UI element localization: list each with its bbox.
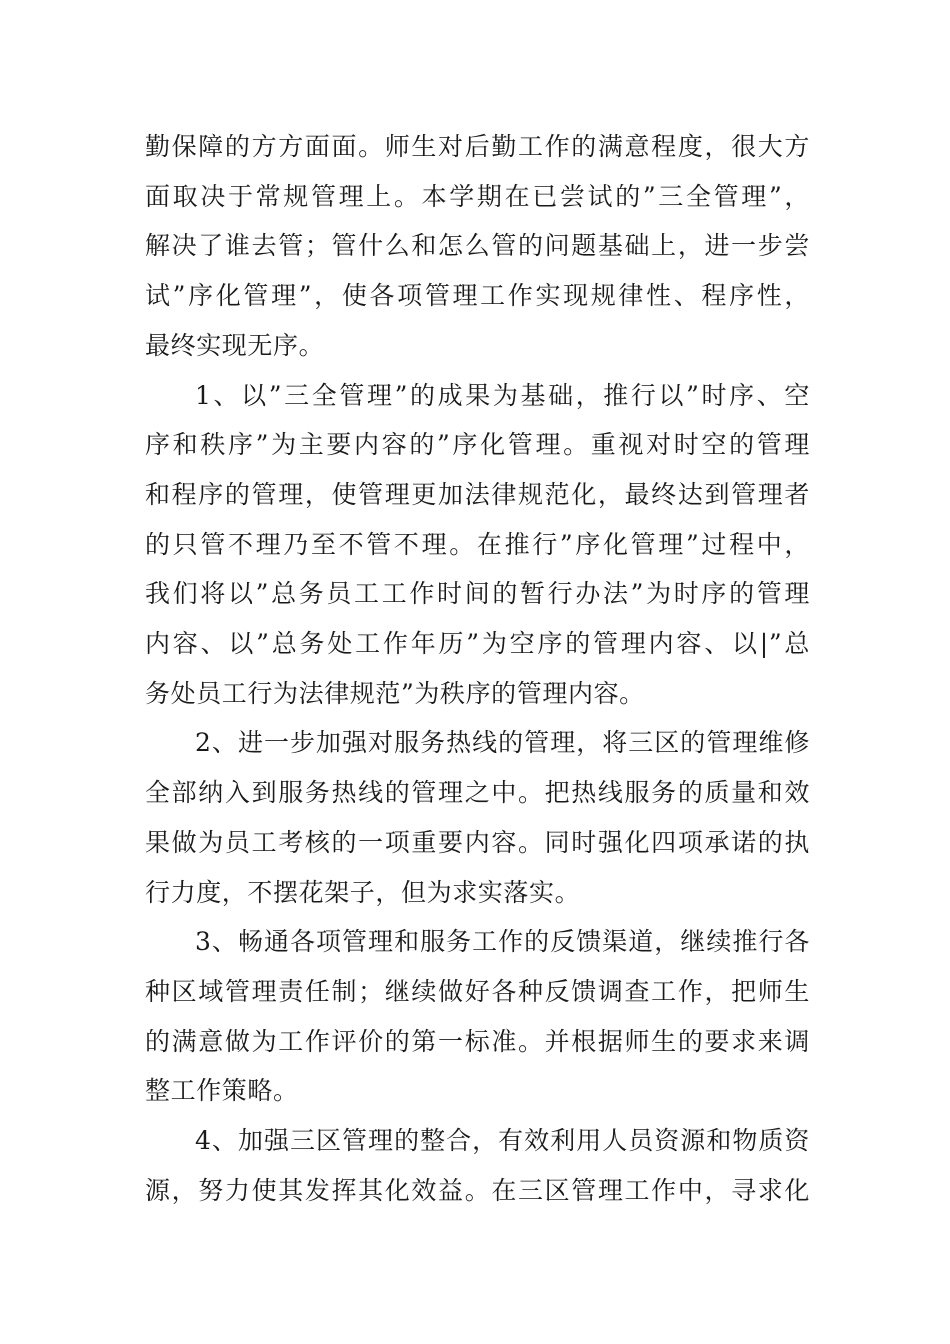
text-line: 内容、以”总务处工作年历”为空序的管理内容、以|”总 bbox=[145, 629, 810, 659]
text-line: 2、进一步加强对服务热线的管理，将三区的管理维修 bbox=[195, 728, 810, 758]
document-body bbox=[145, 122, 810, 1215]
text-line: 解决了谁去管；管什么和怎么管的问题基础上，进一步尝 bbox=[145, 231, 810, 261]
text-line: 序和秩序”为主要内容的”序化管理。重视对时空的管理 bbox=[145, 430, 810, 460]
paragraph-4 bbox=[145, 917, 810, 1116]
text-line: 最终实现无序。 bbox=[145, 330, 325, 360]
text-line: 务处员工行为法律规范”为秩序的管理内容。 bbox=[145, 678, 645, 708]
text-line: 全部纳入到服务热线的管理之中。把热线服务的质量和效 bbox=[145, 778, 810, 808]
text-line: 行力度，不摆花架子，但为求实落实。 bbox=[145, 877, 581, 907]
text-line: 面取决于常规管理上。本学期在已尝试的”三全管理”， bbox=[145, 181, 810, 211]
text-line: 试”序化管理”，使各项管理工作实现规律性、程序性， bbox=[145, 281, 810, 311]
text-line: 种区域管理责任制；继续做好各种反馈调查工作，把师生 bbox=[145, 976, 810, 1006]
text-line: 的只管不理乃至不管不理。在推行”序化管理”过程中， bbox=[145, 529, 810, 559]
text-line: 1、以”三全管理”的成果为基础，推行以”时序、空 bbox=[195, 380, 810, 410]
text-line: 勤保障的方方面面。师生对后勤工作的满意程度，很大方 bbox=[145, 132, 810, 161]
text-line: 源，努力使其发挥其化效益。在三区管理工作中，寻求化 bbox=[145, 1175, 810, 1205]
text-line: 的满意做为工作评价的第一标准。并根据师生的要求来调 bbox=[145, 1026, 810, 1056]
text-line: 果做为员工考核的一项重要内容。同时强化四项承诺的执 bbox=[145, 827, 810, 857]
text-line: 3、畅通各项管理和服务工作的反馈渠道，继续推行各 bbox=[195, 927, 810, 957]
paragraph-2 bbox=[145, 371, 810, 719]
text-line: 我们将以”总务员工工作时间的暂行办法”为时序的管理 bbox=[145, 579, 810, 609]
paragraph-3 bbox=[145, 718, 810, 917]
text-line: 4、加强三区管理的整合，有效利用人员资源和物质资 bbox=[195, 1126, 810, 1156]
text-line: 和程序的管理，使管理更加法律规范化，最终达到管理者 bbox=[145, 479, 810, 509]
text-line: 整工作策略。 bbox=[145, 1076, 299, 1106]
paragraph-1 bbox=[145, 122, 810, 371]
paragraph-5 bbox=[145, 1116, 810, 1215]
